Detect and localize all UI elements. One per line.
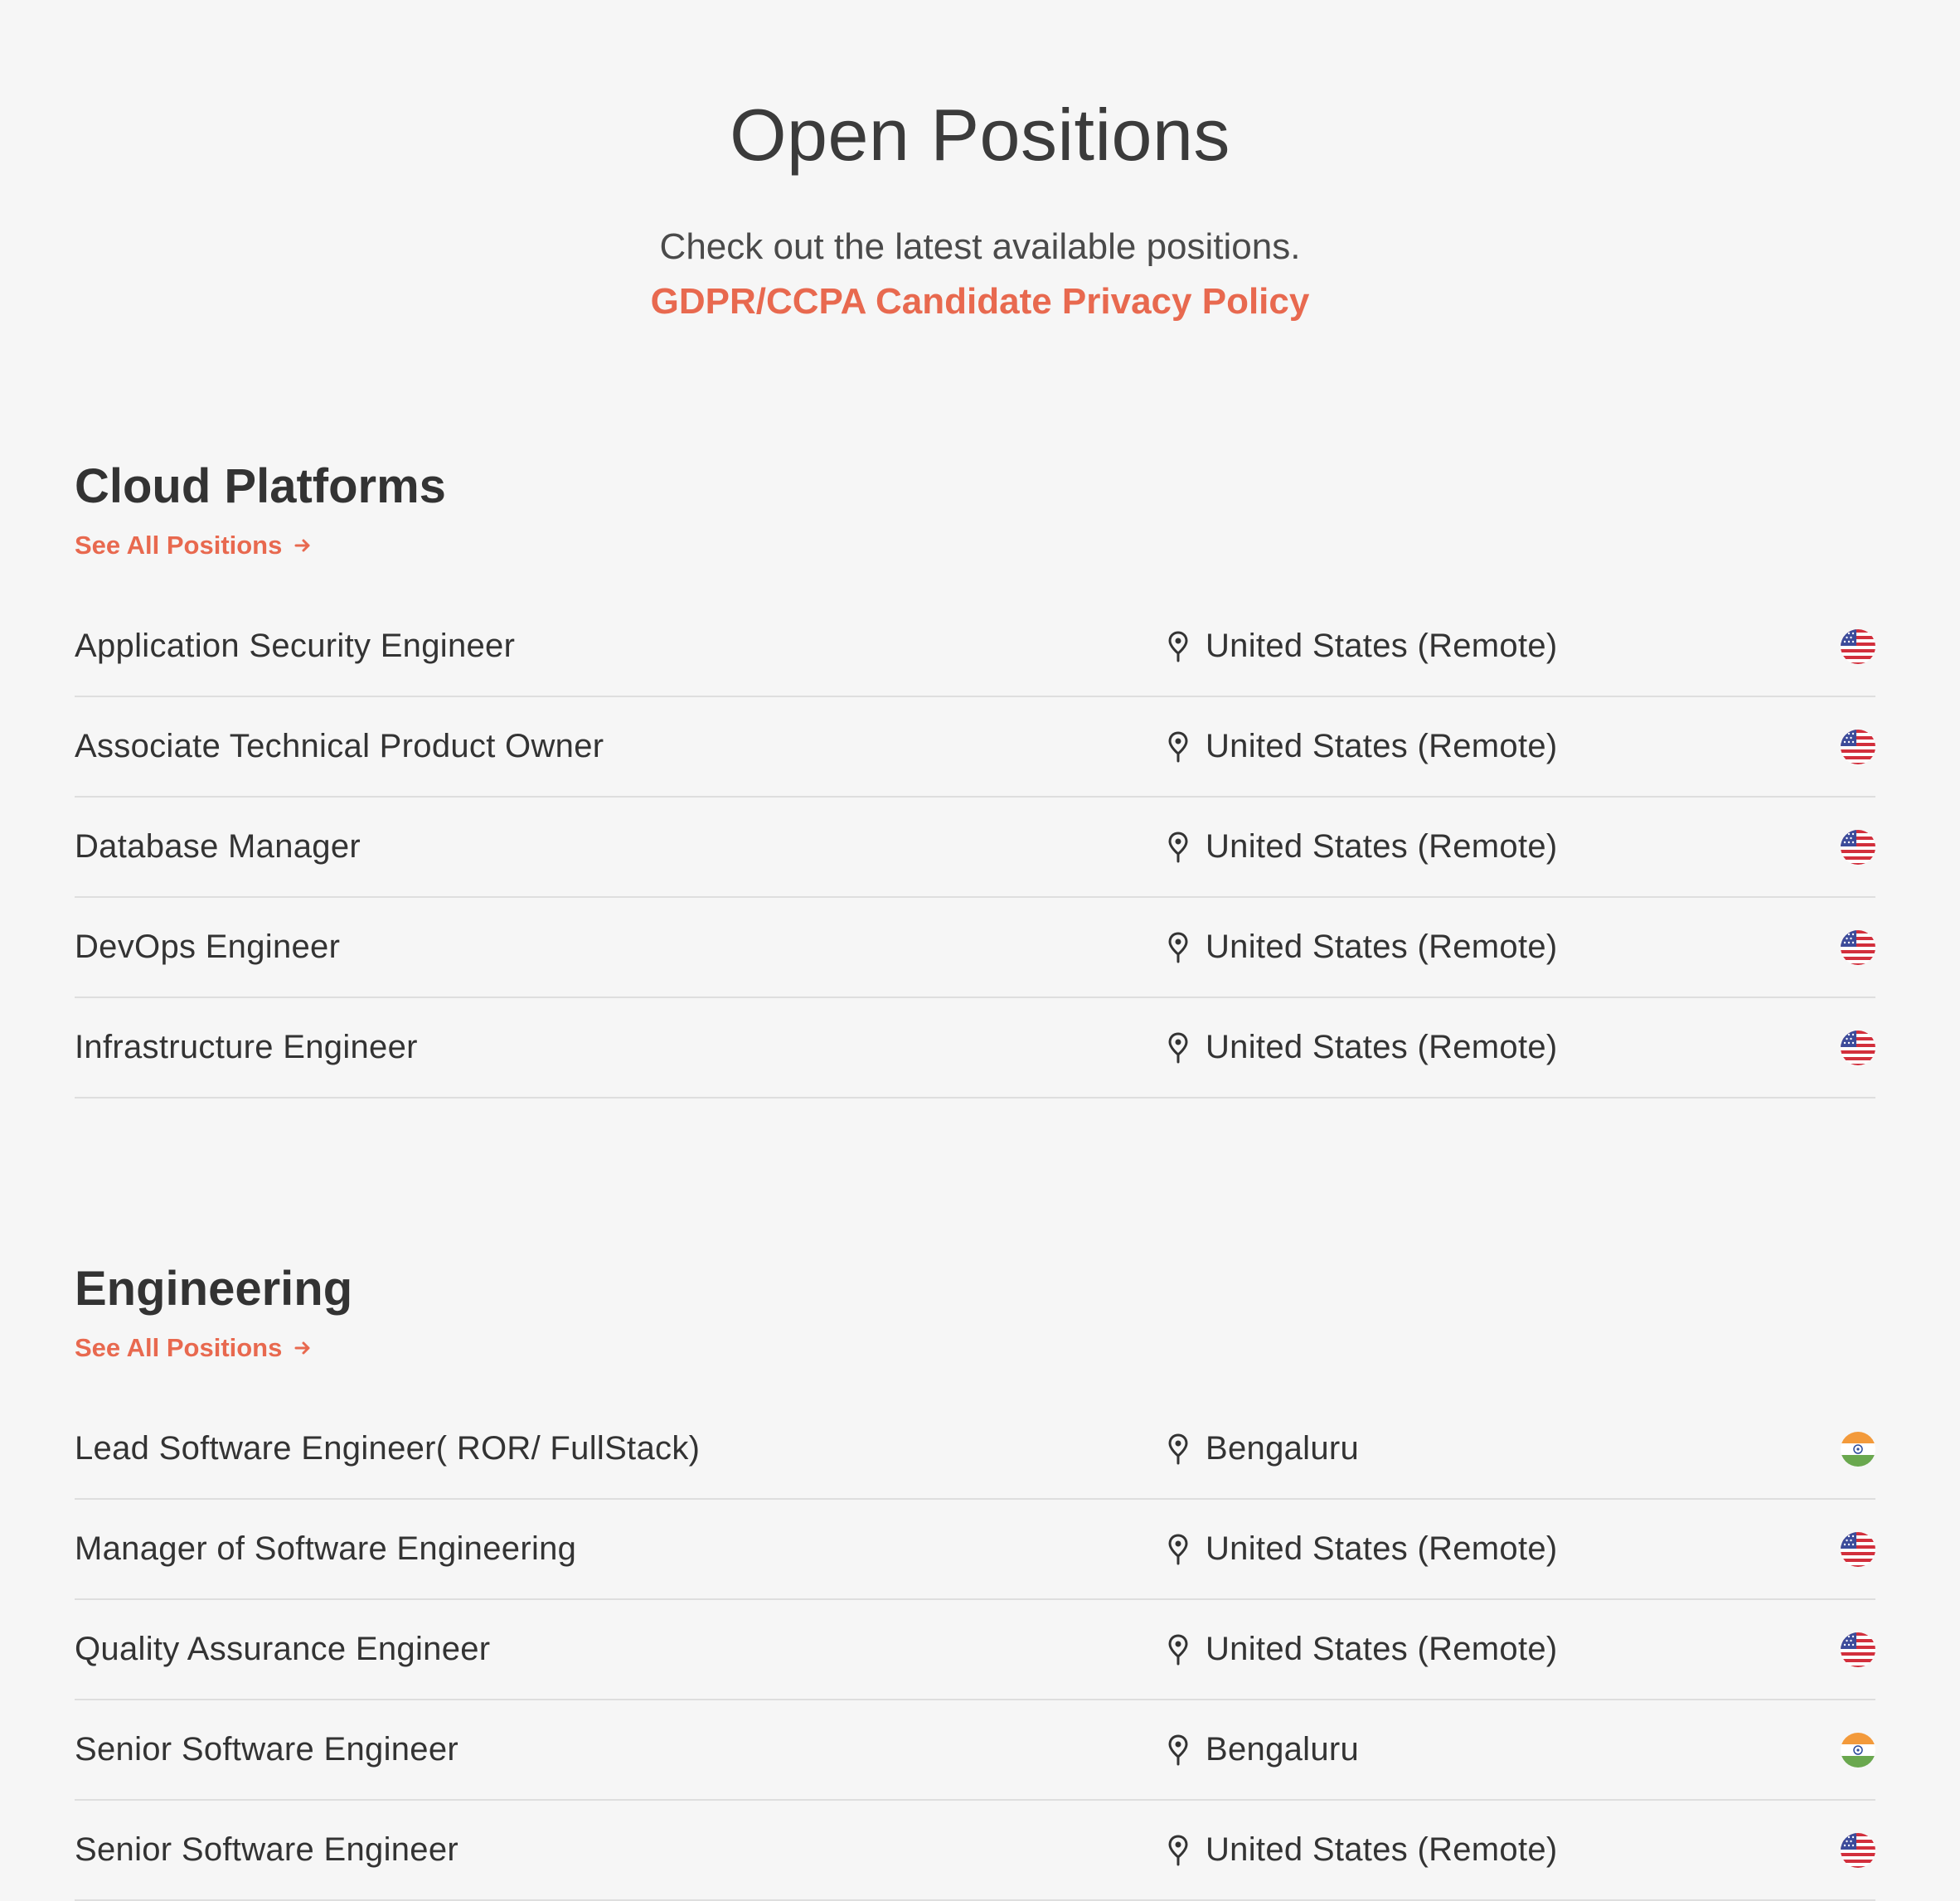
location-label: United States (Remote) — [1206, 1530, 1558, 1567]
job-title[interactable]: Infrastructure Engineer — [75, 1029, 418, 1065]
job-row[interactable] — [75, 998, 1875, 1098]
job-location — [1167, 1430, 1841, 1467]
privacy-policy-link[interactable]: GDPR/CCPA Candidate Privacy Policy — [650, 281, 1310, 322]
job-row[interactable] — [75, 1700, 1875, 1801]
job-row[interactable] — [75, 798, 1875, 898]
location-label: United States (Remote) — [1206, 728, 1558, 764]
job-title[interactable]: Senior Software Engineer — [75, 1731, 459, 1768]
arrow-right-icon — [294, 536, 312, 555]
location-pin-icon — [1167, 1433, 1189, 1465]
section-cloud-platforms — [75, 458, 1875, 1098]
us-flag-icon — [1841, 1031, 1875, 1065]
job-location — [1167, 728, 1841, 765]
location-label: United States (Remote) — [1206, 929, 1558, 965]
see-all-label: See All Positions — [75, 531, 283, 560]
job-title[interactable]: Lead Software Engineer( ROR/ FullStack) — [75, 1430, 701, 1467]
see-all-positions-link[interactable] — [75, 529, 312, 562]
location-label: United States (Remote) — [1206, 828, 1558, 865]
india-flag-icon — [1841, 1432, 1875, 1467]
job-title[interactable]: Senior Software Engineer — [75, 1831, 459, 1868]
location-pin-icon — [1167, 631, 1189, 662]
page-subtitle: Check out the latest available positions. — [659, 226, 1301, 267]
location-pin-icon — [1167, 932, 1189, 963]
page-title: Open Positions — [730, 94, 1230, 176]
location-pin-icon — [1167, 1534, 1189, 1565]
job-row[interactable] — [75, 1801, 1875, 1901]
section-title: Engineering — [75, 1262, 353, 1316]
page-header — [0, 0, 1960, 325]
job-location — [1167, 1029, 1841, 1066]
us-flag-icon — [1841, 1632, 1875, 1667]
location-pin-icon — [1167, 1835, 1189, 1866]
location-pin-icon — [1167, 1734, 1189, 1766]
location-label: Bengaluru — [1206, 1430, 1360, 1467]
location-label: United States (Remote) — [1206, 628, 1558, 664]
job-row[interactable] — [75, 697, 1875, 798]
job-list — [75, 1399, 1875, 1901]
section-engineering — [75, 1260, 1875, 1901]
job-list — [75, 597, 1875, 1098]
job-row[interactable] — [75, 898, 1875, 998]
see-all-label: See All Positions — [75, 1333, 283, 1362]
us-flag-icon — [1841, 1532, 1875, 1567]
location-label: Bengaluru — [1206, 1731, 1360, 1768]
job-title[interactable]: DevOps Engineer — [75, 929, 341, 965]
us-flag-icon — [1841, 629, 1875, 664]
job-location — [1167, 1631, 1841, 1668]
job-row[interactable] — [75, 1600, 1875, 1700]
us-flag-icon — [1841, 830, 1875, 865]
job-title[interactable]: Manager of Software Engineering — [75, 1530, 577, 1567]
us-flag-icon — [1841, 1833, 1875, 1868]
job-title[interactable]: Database Manager — [75, 828, 361, 865]
job-location — [1167, 1831, 1841, 1869]
location-pin-icon — [1167, 731, 1189, 763]
job-title[interactable]: Associate Technical Product Owner — [75, 728, 604, 764]
section-title: Cloud Platforms — [75, 459, 446, 513]
job-row[interactable] — [75, 1399, 1875, 1500]
location-pin-icon — [1167, 1634, 1189, 1666]
arrow-right-icon — [294, 1339, 312, 1357]
job-row[interactable] — [75, 1500, 1875, 1600]
job-title[interactable]: Quality Assurance Engineer — [75, 1631, 491, 1667]
job-location — [1167, 1530, 1841, 1568]
job-location — [1167, 929, 1841, 966]
job-location — [1167, 628, 1841, 665]
us-flag-icon — [1841, 930, 1875, 965]
india-flag-icon — [1841, 1733, 1875, 1768]
us-flag-icon — [1841, 730, 1875, 764]
location-pin-icon — [1167, 1032, 1189, 1064]
job-location — [1167, 1731, 1841, 1768]
job-row[interactable] — [75, 597, 1875, 697]
location-label: United States (Remote) — [1206, 1831, 1558, 1868]
location-label: United States (Remote) — [1206, 1631, 1558, 1667]
job-title[interactable]: Application Security Engineer — [75, 628, 516, 664]
see-all-positions-link[interactable] — [75, 1331, 312, 1365]
job-location — [1167, 828, 1841, 866]
location-label: United States (Remote) — [1206, 1029, 1558, 1065]
location-pin-icon — [1167, 832, 1189, 863]
